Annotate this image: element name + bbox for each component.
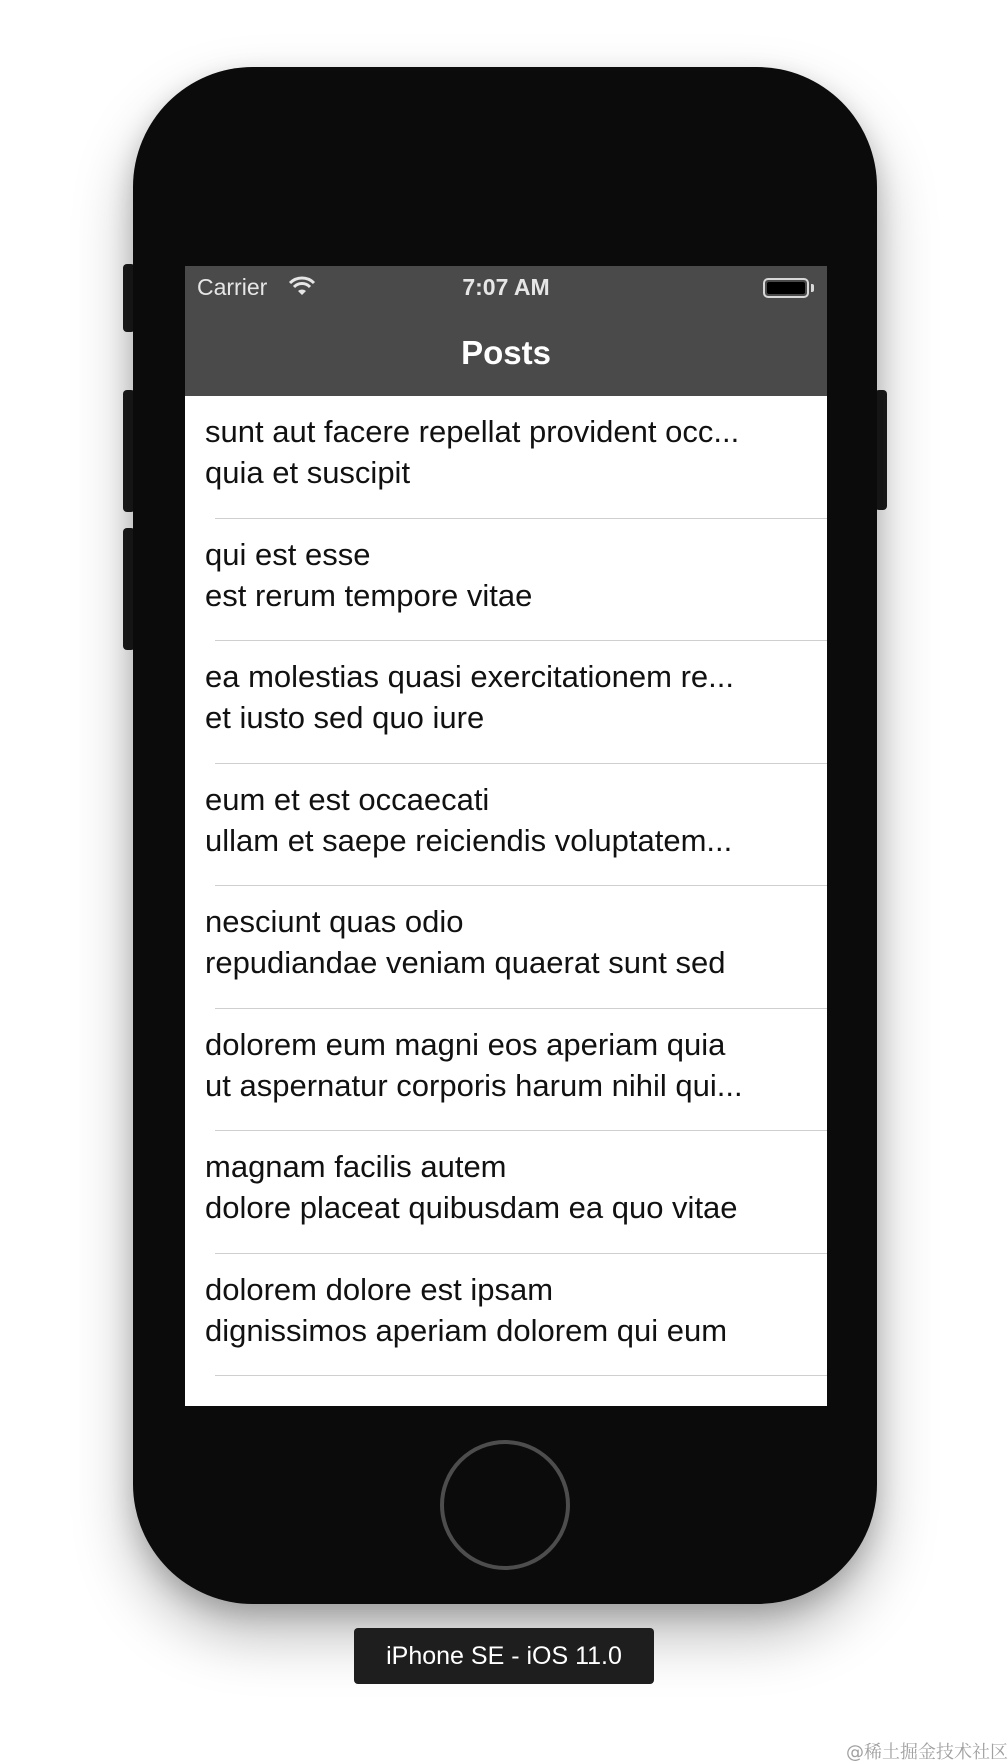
page-title: Posts [461, 334, 551, 371]
list-item[interactable] [185, 519, 827, 642]
post-body: ullam et saepe reiciendis voluptatem... [205, 822, 733, 858]
phone-screen [185, 266, 827, 1406]
post-body: quia et suscipit [205, 455, 411, 490]
list-item[interactable] [185, 1254, 827, 1377]
post-title: magnam facilis autem [205, 1149, 507, 1184]
post-title: sunt aut facere repellat provident occ... [205, 414, 740, 449]
post-title: dolorem eum magni eos aperiam quia [205, 1026, 726, 1062]
device-label: iPhone SE - iOS 11.0 [354, 1628, 654, 1684]
list-item[interactable] [185, 764, 827, 887]
post-body: ut aspernatur corporis harum nihil qui... [205, 1067, 743, 1103]
post-body: repudiandae veniam quaerat sunt sed [205, 945, 726, 980]
battery-icon [763, 278, 809, 298]
list-item[interactable] [185, 396, 827, 519]
watermark: @稀土掘金技术社区 [846, 1742, 1008, 1763]
navigation-bar [185, 310, 827, 396]
list-item[interactable] [185, 886, 827, 1009]
post-title: qui est esse [205, 536, 371, 572]
posts-list[interactable] [185, 396, 827, 1376]
list-item[interactable] [185, 1009, 827, 1132]
row-separator [215, 1375, 827, 1376]
list-item[interactable] [185, 1131, 827, 1254]
post-body: et iusto sed quo iure [205, 700, 485, 735]
carrier-label: Carrier [197, 274, 268, 300]
post-body: dolore placeat quibusdam ea quo vitae [205, 1190, 738, 1225]
post-title: dolorem dolore est ipsam [205, 1271, 554, 1307]
list-item[interactable] [185, 641, 827, 764]
post-title: eum et est occaecati [205, 781, 490, 817]
battery-terminal [811, 284, 814, 292]
post-title: ea molestias quasi exercitationem re... [205, 659, 734, 694]
post-body: dignissimos aperiam dolorem qui eum [205, 1312, 728, 1348]
battery-level [767, 282, 805, 294]
home-button[interactable] [440, 1440, 570, 1570]
status-time: 7:07 AM [462, 274, 550, 300]
status-bar [185, 266, 827, 310]
post-body: est rerum tempore vitae [205, 577, 533, 613]
post-title: nesciunt quas odio [205, 904, 464, 939]
